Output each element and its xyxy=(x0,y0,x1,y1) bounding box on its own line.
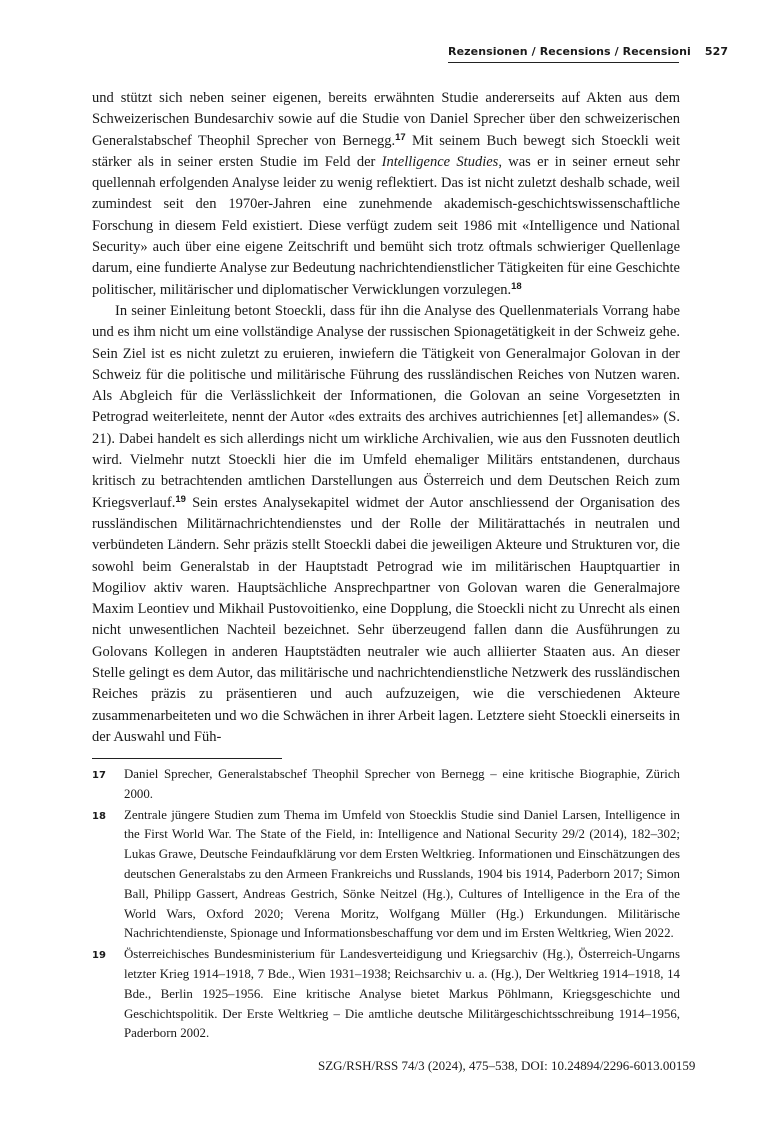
body-text xyxy=(92,88,680,748)
footnotes xyxy=(92,765,680,1045)
footnote-17 xyxy=(92,765,680,805)
footnote-number: 17 xyxy=(92,770,106,781)
footnote-19 xyxy=(92,945,680,1044)
footnote-ref-18[interactable]: 18 xyxy=(511,280,522,292)
running-head xyxy=(448,45,729,58)
header-rule xyxy=(448,62,679,63)
footnote-text: Daniel Sprecher, Generalstabschef Theophil Sprecher von Bernegg – eine kritische Biographie, Zürich 2000. xyxy=(124,767,680,801)
paragraph-2: In seiner Einleitung betont Stoeckli, dass für ihn die Analyse des Quellenmaterials Vorrang habe und es ihm nicht um eine vollständige Analyse der russischen Spionagetätigkeit in der Schweiz gehe. Sein Ziel ist es nicht zuletzt zu eruieren, inwiefern die Tätigkeit von Generalmajor Golovan in der Schweiz für die politische und militärische Führung des russländischen Reiches von Nutzen waren. Als Abgleich für die Verlässlichkeit der Informationen, die Golovan an seine Vorgesetzten in Petrograd weiterleitete, nennt der Autor «des extraits des archives autrichiennes [et] allemandes» (S. 21). Dabei handelt es sich allerdings nicht um wirkliche Archivalien, wie aus den Fussnoten deutlich wird. Vielmehr nutzt Stoeckli hier die im Umfeld ehemaliger Militärs entstandenen, durchaus kritisch zu betrachtenden amtlichen Darstellungen aus Österreich und dem Deutschen Reich zum Kriegsverlauf.$^{19}$ Sein erstes Analysekapitel widmet der Autor anschliessend der Organisation des russländischen Militärnachrichtendienstes und der Rolle der Militärattachés in neutralen und verbündeten Ländern. Sehr präzis stellt Stoeckli dabei die jeweiligen Akteure und Strukturen vor, die sowohl beim Generalstab in der Hauptstadt Petrograd wie im militärischen Hauptquartier in Mogiliov aktiv waren. Hauptsächliche Ansprechpartner von Golovan waren die Generalmajore Maxim Leontiev und Mikhail Pustovoitienko, eine Dopplung, die Stoeckli nicht zu Unrecht als einen nicht unwesentlichen Nachteil bezeichnet. Sehr überzeugend fallen dann die Ausführungen zu Golovans Kollegen in anderen Hauptstädten neutraler wie auch alliierter Staaten aus. An dieser Stelle gelingt es dem Autor, das militärische und nachrichtendienstliche Netzwerk des russländischen Reiches präzis zu präsentieren und auch aufzuzeigen, wie die verschiedenen Akteure zusammenarbeiteten und wo die Schwächen in ihrer Arbeit lagen. Letztere sieht Stoeckli einerseits in der Auswahl und Füh- xyxy=(92,302,680,745)
footnote-ref-17[interactable]: 17 xyxy=(395,131,406,143)
paragraph-1: und stützt sich neben seiner eigenen, bereits erwähnten Studie andererseits auf Akten aus dem Schweizerischen Bundesarchiv sowie auf die Studie von Daniel Sprecher über den schweizerischen Generalstabschef Theophil Sprecher von Bernegg.$^{17}$ Mit seinem Buch bewegt sich Stoeckli weit stärker als in seiner ersten Studie im Feld der Intelligence Studies, was er in seiner erneut sehr quellennah erfolgenden Analyse leider zu wenig reflektiert. Das ist nicht zuletzt deshalb schade, weil zumindest seit den 1970er-Jahren eine zunehmende akademisch-geschichtswissenschaftliche Forschung in diesem Feld existiert. Diese verfügt zudem seit 1986 mit «Intelligence und National Security» auch über eine eigene Zeitschrift und bemüht sich trotz oftmals schwieriger Quellenlage darum, eine fundierte Analyse zur Bedeutung nachrichtendienstlicher Tätigkeiten für eine Geschichte politischer, militärischer und diplomatischer Verwicklungen vorzulegen.$^{18}$ xyxy=(92,90,681,298)
footnote-rule xyxy=(92,758,282,759)
page-number: 527 xyxy=(704,45,729,58)
footnote-number: 19 xyxy=(92,950,106,962)
footnote-ref-19[interactable]: 19 xyxy=(175,493,186,505)
section-title: Rezensionen / Recensions / Recensioni xyxy=(448,45,691,58)
page-footer: SZG/RSH/RSS 74/3 (2024), 475–538, DOI: 10.24894/2296-6013.00159 xyxy=(318,1058,696,1073)
footnote-text: Zentrale jüngere Studien zum Thema im Umfeld von Stoecklis Studie sind Daniel Larsen, Intelligence in the First World War. The State of the Field, in: Intelligence and National Security 29/2 (2014), 182–302; Lukas Grawe, Deutsche Feindaufklärung vor dem Ersten Weltkrieg. Informationen und Einschätzungen des deutschen Generalstabs zu den Armeen Frankreichs und Russlands, 1904 bis 1914, Paderborn 2017; Simon Ball, Philipp Gassert, Andreas Gestrich, Sönke Neitzel (Hg.), Cultures of Intelligence in the Era of the World Wars, Oxford 2020; Verena Moritz, Wolfgang Müller (Hg.) Erkundungen. Militärische Nachrichtendienste, Spionage und Informationsbeschaffung vor dem und im Ersten Weltkrieg, Wien 2022. xyxy=(124,807,680,941)
footnote-18 xyxy=(92,806,680,945)
italic-term: Intelligence Studies xyxy=(381,153,499,170)
footnote-number: 18 xyxy=(92,810,106,822)
footnote-text: Österreichisches Bundesministerium für Landesverteidigung und Kriegsarchiv (Hg.), Österreich-Ungarns letzter Krieg 1914–1918, 7 Bde., Wien 1931–1938; Reichsarchiv u. a. (Hg.), Der Weltkrieg 1914–1918, 14 Bde., Berlin 1925–1956. Eine kritische Analyse bietet Markus Pöhlmann, Kriegsgeschichte und Geschichtspolitik. Der Erste Weltkrieg – Die amtliche deutsche Militärgeschichtsschreibung 1914–1956, Paderborn 2002. xyxy=(124,947,680,1041)
